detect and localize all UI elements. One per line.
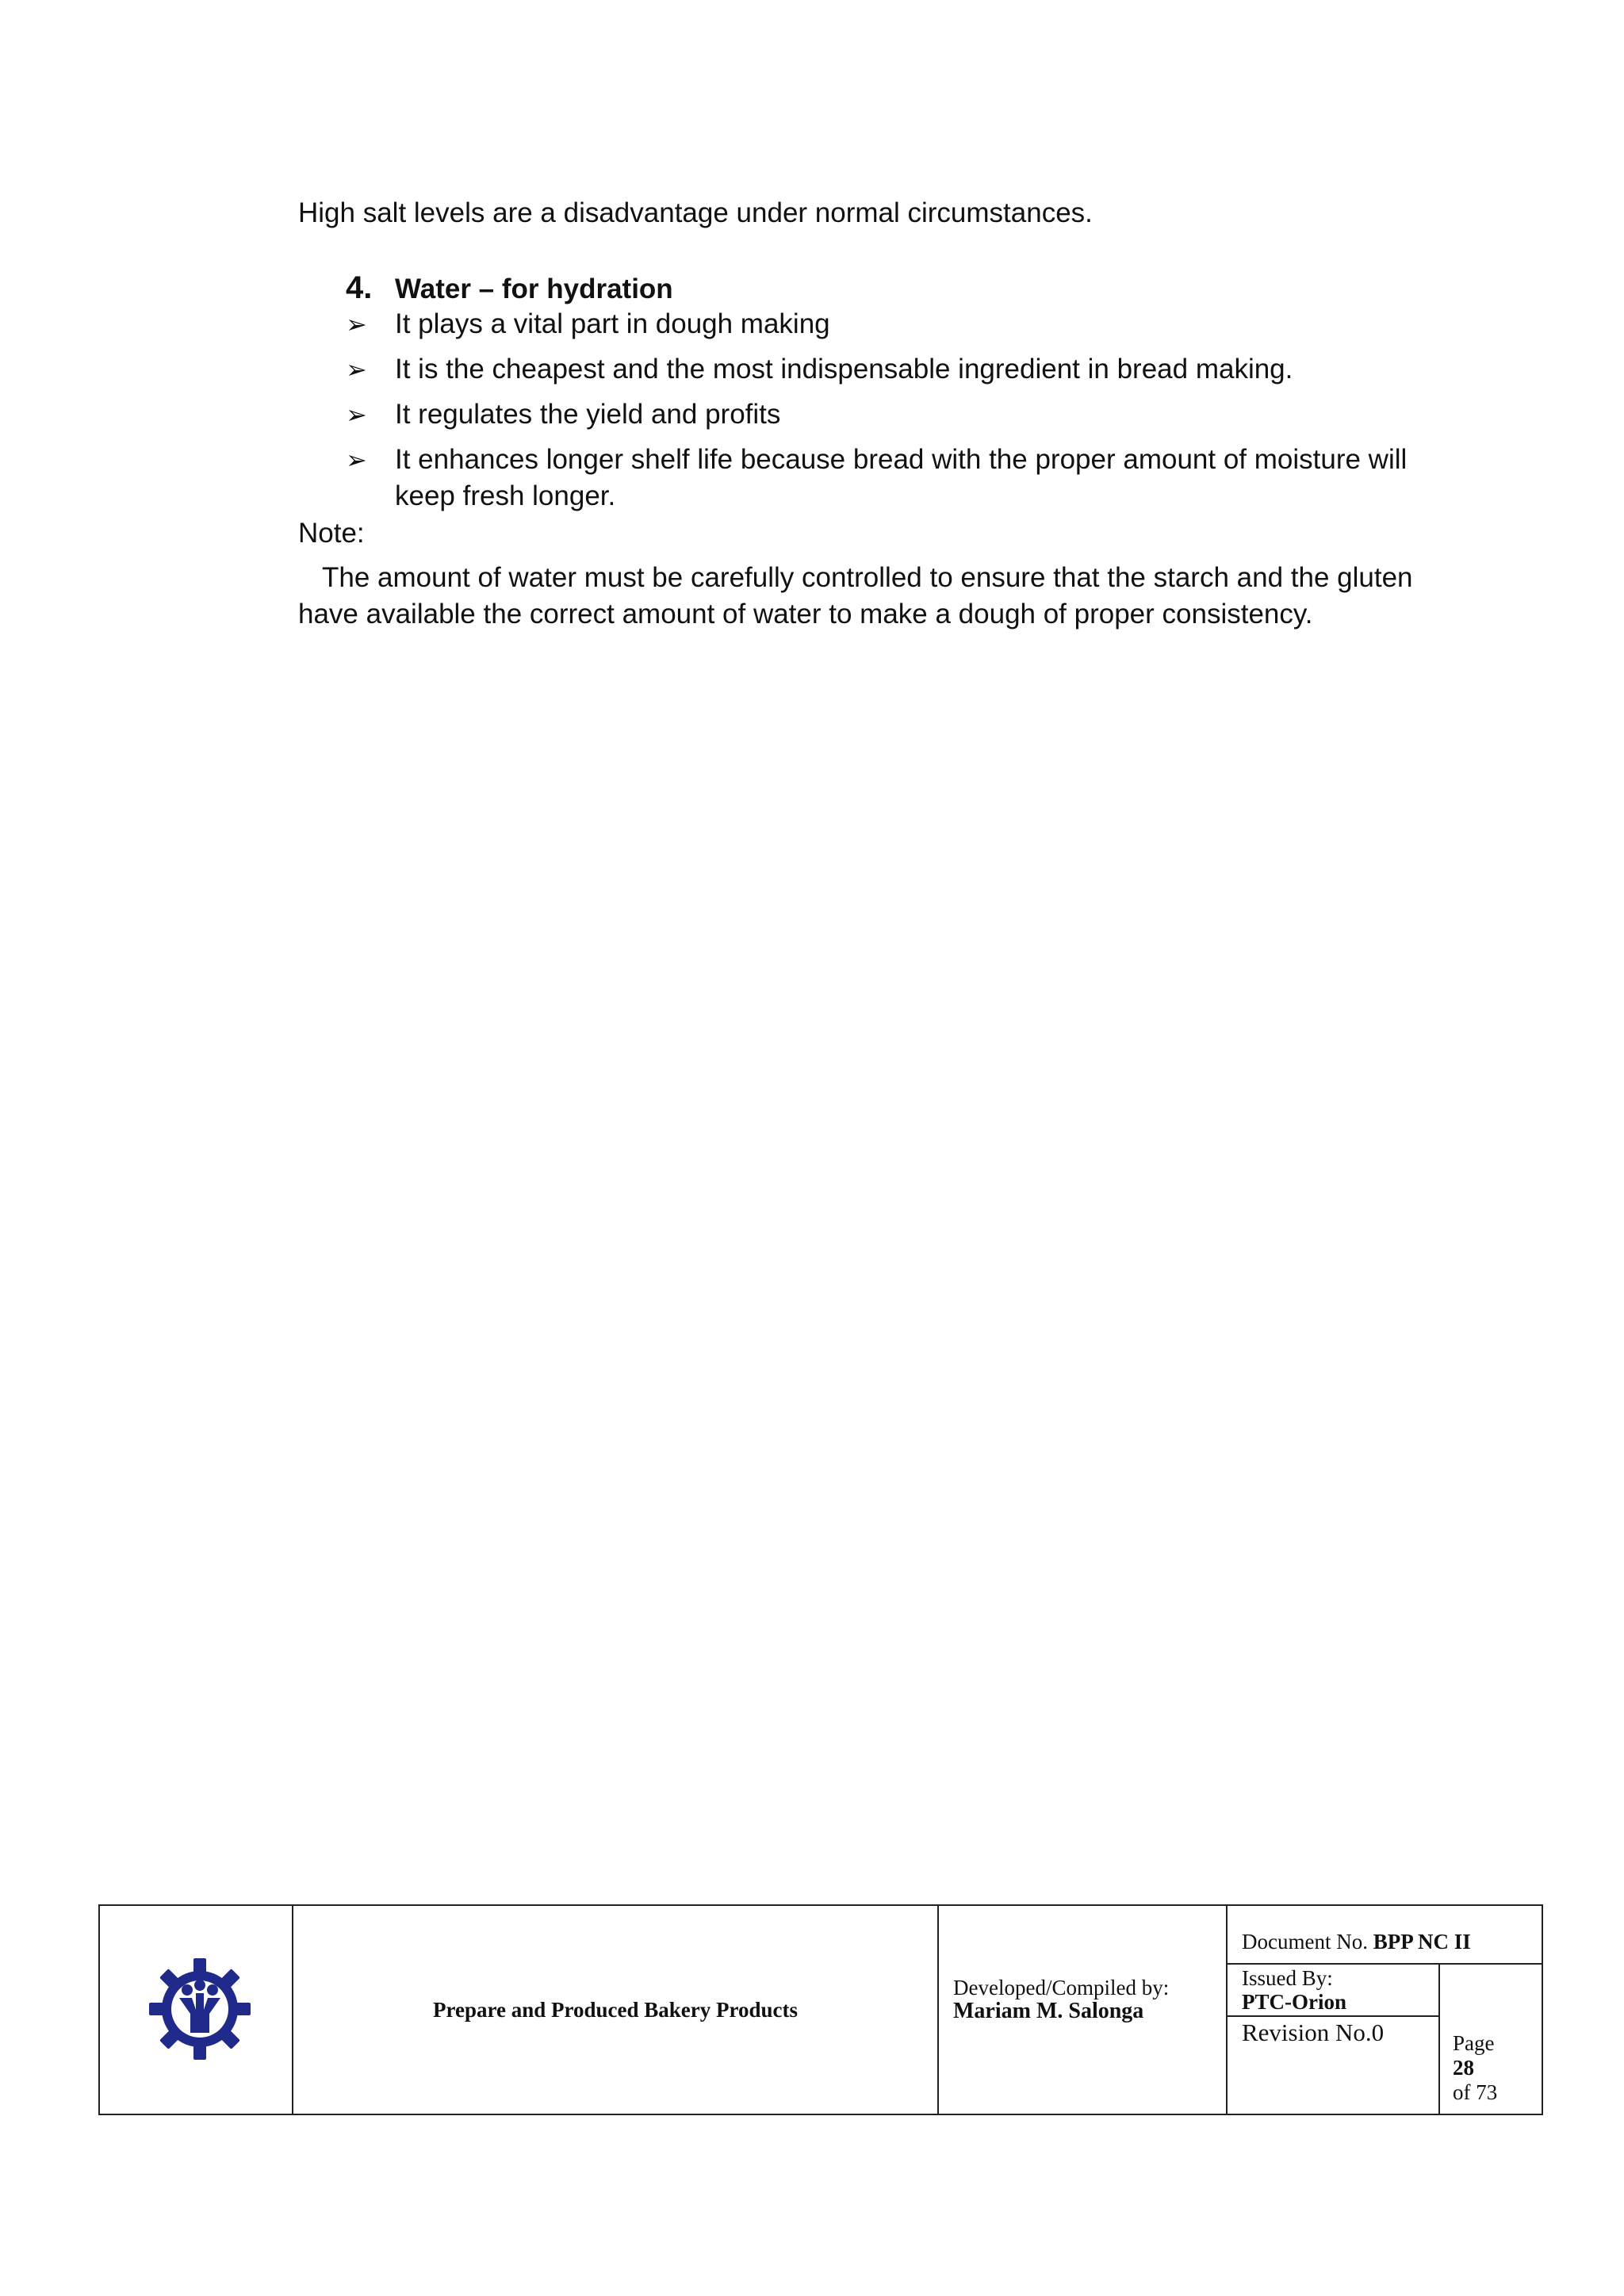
arrow-bullet-icon: ➢: [346, 400, 367, 430]
intro-paragraph: High salt levels are a disadvantage under normal circumstances.: [298, 197, 1093, 228]
bullet-list: [346, 306, 1440, 523]
section-heading: [346, 270, 673, 308]
document-footer: [98, 1904, 1543, 2115]
note-paragraph: The amount of water must be carefully controlled to ensure that the starch and the gluten have available the correct amount of water to make a dough of proper consistency.: [298, 562, 1413, 629]
developer-cell: [939, 1906, 1228, 2114]
issued-by: [1228, 1965, 1440, 2017]
developer-name: Mariam M. Salonga: [953, 1999, 1144, 2023]
list-item-text: It plays a vital part in dough making: [395, 308, 830, 339]
list-item: [346, 306, 1440, 342]
revision-number: Revision No.0: [1242, 2019, 1385, 2046]
issuer-name: PTC-Orion: [1242, 1990, 1346, 2014]
list-item: [346, 351, 1440, 388]
arrow-bullet-icon: ➢: [346, 445, 367, 475]
document-number-cell: [1228, 1906, 1542, 1965]
list-item: [346, 396, 1440, 433]
arrow-bullet-icon: ➢: [346, 309, 367, 339]
note-label: Note:: [298, 518, 365, 549]
document-number: BPP NC II: [1373, 1930, 1471, 1954]
issued-cell: [1228, 1965, 1440, 2114]
page-total: of 73: [1453, 2080, 1498, 2104]
list-item-text: It enhances longer shelf life because bread with the proper amount of moisture will keep fresh longer.: [395, 444, 1408, 511]
issued-label: Issued By:: [1242, 1966, 1333, 1990]
arrow-bullet-icon: ➢: [346, 354, 367, 385]
developed-label: Developed/Compiled by:: [953, 1976, 1170, 1999]
list-item-text: It is the cheapest and the most indispensable ingredient in bread making.: [395, 354, 1293, 385]
module-title: Prepare and Produced Bakery Products: [293, 1906, 939, 2114]
section-number: 4.: [346, 270, 373, 305]
document-label: Document No.: [1242, 1930, 1368, 1954]
list-item: [346, 442, 1440, 515]
logo-cell: [100, 1906, 293, 2114]
page-cell: [1440, 1965, 1542, 2114]
list-item-text: It regulates the yield and profits: [395, 399, 781, 430]
page-label: Page: [1453, 2031, 1495, 2055]
section-title: Water – for hydration: [395, 274, 673, 304]
gear-with-people-logo-icon: [147, 1957, 252, 2061]
page-number: 28: [1453, 2056, 1474, 2080]
